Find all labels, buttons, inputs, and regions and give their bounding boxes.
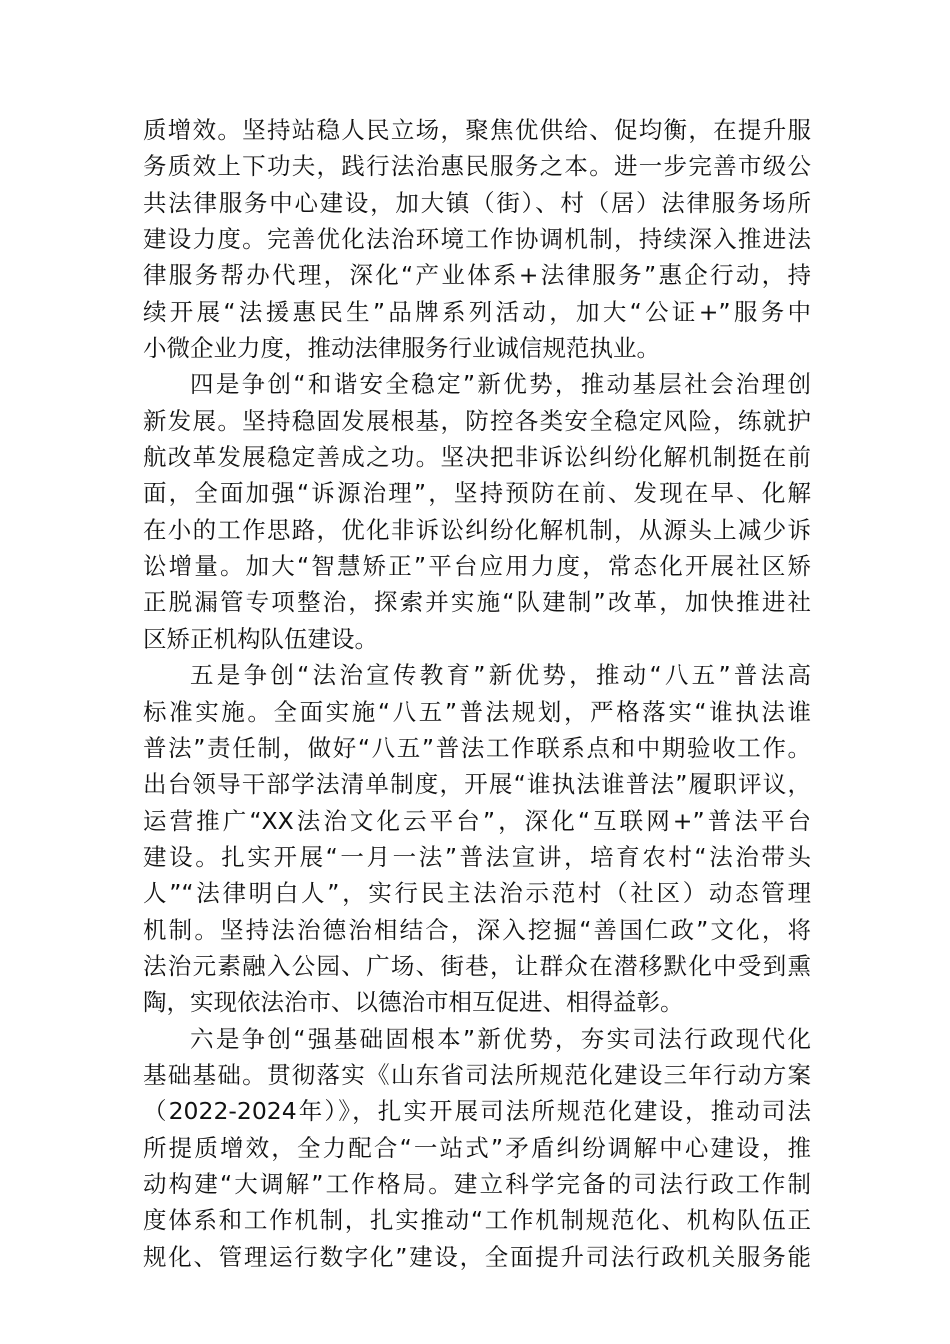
text-line: 讼增量。加大“智慧矫正”平台应用力度，常态化开展社区矫	[143, 552, 811, 581]
paragraph-1	[143, 112, 811, 366]
text-line: 陶，实现依法治市、以德治市相互促进、相得益彰。	[143, 988, 684, 1017]
text-line: 规化、管理运行数字化”建设，全面提升司法行政机关服务能	[143, 1242, 811, 1271]
text-line: 度体系和工作机制，扎实推动“工作机制规范化、机构队伍正	[143, 1206, 811, 1235]
text-line: 面，全面加强“诉源治理”，坚持预防在前、发现在早、化解	[143, 479, 811, 508]
text-line: 动构建“大调解”工作格局。建立科学完备的司法行政工作制	[143, 1169, 811, 1198]
text-line: 法治元素融入公园、广场、街巷，让群众在潜移默化中受到熏	[143, 951, 811, 980]
text-line: 所提质增效，全力配合“一站式”矛盾纠纷调解中心建设，推	[143, 1133, 811, 1162]
text-line: 四是争创“和谐安全稳定”新优势，推动基层社会治理创	[190, 370, 811, 399]
text-line: 质增效。坚持站稳人民立场，聚焦优供给、促均衡，在提升服	[143, 116, 811, 144]
text-line: 建设力度。完善优化法治环境工作协调机制，持续深入推进法	[143, 225, 811, 254]
text-line: 共法律服务中心建设，加大镇（街）、村（居）法律服务场所	[143, 188, 811, 217]
text-line: 正脱漏管专项整治，探索并实施“队建制”改革，加快推进社	[143, 588, 811, 617]
text-line: 续开展“法援惠民生”品牌系列活动，加大“公证+”服务中	[143, 297, 811, 326]
paragraph-2	[143, 366, 811, 657]
text-line: 区矫正机构队伍建设。	[143, 624, 378, 653]
text-line: 务质效上下功夫，践行法治惠民服务之本。进一步完善市级公	[143, 152, 811, 181]
text-line: 机制。坚持法治德治相结合，深入挖掘“善国仁政”文化，将	[143, 915, 811, 944]
text-line: 标准实施。全面实施“八五”普法规划，严格落实“谁执法谁	[143, 697, 811, 726]
text-line: 律服务帮办代理，深化“产业体系+法律服务”惠企行动，持	[143, 261, 811, 290]
text-line: 新发展。坚持稳固发展根基，防控各类安全稳定风险，练就护	[143, 406, 811, 435]
text-line: 航改革发展稳定善成之功。坚决把非诉讼纠纷化解机制挺在前	[143, 443, 811, 472]
paragraph-3	[143, 657, 811, 1020]
text-line: 六是争创“强基础固根本”新优势，夯实司法行政现代化	[190, 1024, 811, 1053]
text-line: 在小的工作思路，优化非诉讼纠纷化解机制，从源头上减少诉	[143, 515, 811, 544]
document-body	[143, 112, 811, 1275]
text-line: 五是争创“法治宣传教育”新优势，推动“八五”普法高	[190, 661, 811, 690]
text-line: 出台领导干部学法清单制度，开展“谁执法谁普法”履职评议，	[143, 770, 811, 799]
text-line: 建设。扎实开展“一月一法”普法宣讲，培育农村“法治带头	[143, 842, 811, 871]
text-line: 人”“法律明白人”，实行民主法治示范村（社区）动态管理	[143, 879, 811, 908]
paragraph-4	[143, 1021, 811, 1275]
text-line: 基础基础。贯彻落实《山东省司法所规范化建设三年行动方案	[143, 1060, 811, 1089]
text-line: 普法”责任制，做好“八五”普法工作联系点和中期验收工作。	[143, 733, 811, 762]
text-line: （2022-2024年）》，扎实开展司法所规范化建设，推动司法	[143, 1097, 811, 1126]
text-line: 运营推广“XX法治文化云平台”，深化“互联网+”普法平台	[143, 806, 811, 835]
text-line: 小微企业力度，推动法律服务行业诚信规范执业。	[143, 334, 660, 363]
